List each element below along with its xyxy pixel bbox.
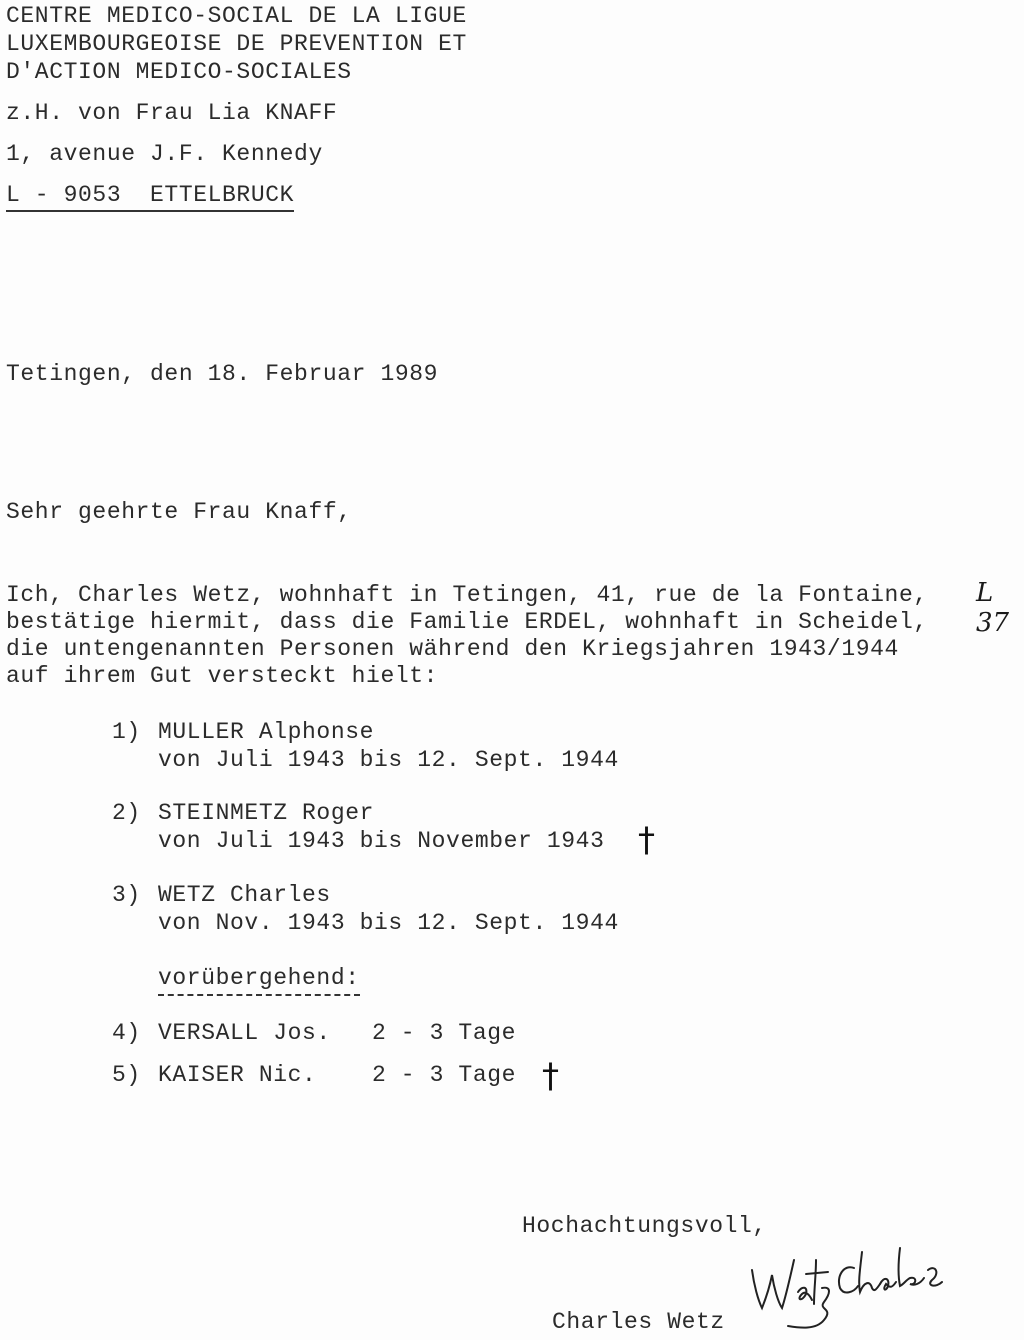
date-line: Tetingen, den 18. Februar 1989	[6, 361, 439, 387]
person-4-name: VERSALL Jos.	[158, 1020, 331, 1046]
street-line: 1, avenue J.F. Kennedy	[6, 141, 323, 167]
person-4-duration: 2 - 3 Tage	[372, 1020, 517, 1046]
person-1-num: 1)	[112, 719, 141, 745]
person-2-num: 2)	[112, 800, 141, 826]
person-3-period: von Nov. 1943 bis 12. Sept. 1944	[158, 910, 619, 936]
body-line-2: bestätige hiermit, dass die Familie ERDEL, wohnhaft in Scheidel,	[6, 609, 928, 635]
temporary-heading: vorübergehend:	[158, 964, 360, 996]
handwritten-signature	[740, 1230, 950, 1340]
person-2-name: STEINMETZ Roger	[158, 800, 375, 826]
city-line: L - 9053 ETTELBRUCK	[6, 181, 294, 212]
body-line-4: auf ihrem Gut versteckt hielt:	[6, 663, 439, 689]
org-line-1: CENTRE MEDICO-SOCIAL DE LA LIGUE	[6, 3, 467, 29]
person-5-name: KAISER Nic.	[158, 1062, 317, 1088]
person-4-num: 4)	[112, 1020, 141, 1046]
org-line-3: D'ACTION MEDICO-SOCIALES	[6, 59, 352, 85]
salutation: Sehr geehrte Frau Knaff,	[6, 499, 352, 525]
cross-mark-person-5: †	[542, 1056, 559, 1096]
handwritten-postcode: L 37	[976, 578, 1010, 638]
closing: Hochachtungsvoll,	[522, 1213, 767, 1239]
person-1-period: von Juli 1943 bis 12. Sept. 1944	[158, 747, 619, 773]
attention-line: z.H. von Frau Lia KNAFF	[6, 100, 338, 126]
body-line-3: die untengenannten Personen während den Kriegsjahren 1943/1944	[6, 636, 899, 662]
person-2-period: von Juli 1943 bis November 1943	[158, 828, 605, 854]
person-1-name: MULLER Alphonse	[158, 719, 375, 745]
person-3-name: WETZ Charles	[158, 882, 331, 908]
org-line-2: LUXEMBOURGEOISE DE PREVENTION ET	[6, 31, 467, 57]
body-line-1: Ich, Charles Wetz, wohnhaft in Tetingen, 41, rue de la Fontaine,	[6, 582, 928, 608]
person-5-duration: 2 - 3 Tage	[372, 1062, 517, 1088]
cross-mark-person-2: †	[638, 820, 655, 860]
signature-name: Charles Wetz	[552, 1309, 725, 1335]
person-3-num: 3)	[112, 882, 141, 908]
person-5-num: 5)	[112, 1062, 141, 1088]
